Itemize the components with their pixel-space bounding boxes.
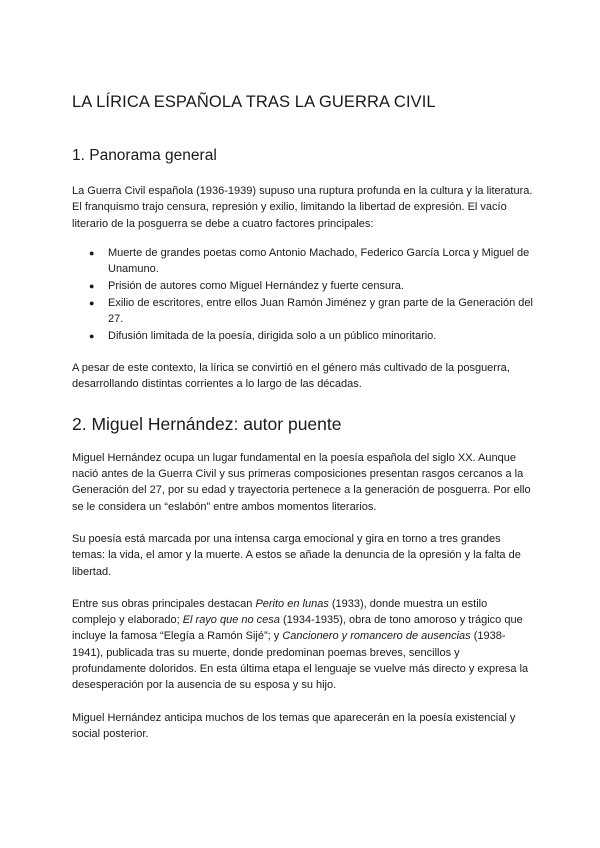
document-title: LA LÍRICA ESPAÑOLA TRAS LA GUERRA CIVIL bbox=[72, 93, 436, 111]
paragraph-legacy: Miguel Hernández anticipa muchos de los temas que aparecerán en la poesía existencial y social posterior. bbox=[72, 711, 516, 740]
list-item-text: Muerte de grandes poetas como Antonio Machado, Federico García Lorca y Miguel de Unamuno. bbox=[108, 246, 530, 276]
list-item-text: Prisión de autores como Miguel Hernández y fuerte censura. bbox=[108, 279, 404, 292]
section-heading-miguel-hernandez: 2. Miguel Hernández: autor puente bbox=[72, 413, 342, 434]
list-item bbox=[72, 278, 534, 294]
list-item-text: Difusión limitada de la poesía, dirigida solo a un público minoritario. bbox=[108, 329, 437, 342]
bullet-dot-icon: ● bbox=[89, 280, 95, 291]
list-item bbox=[72, 328, 534, 344]
list-item bbox=[72, 245, 534, 278]
list-item-text: Exilio de escritores, entre ellos Juan Ramón Jiménez y gran parte de la Generación del 27. bbox=[108, 296, 533, 326]
works-text: (1938-1941), publicada tras su muerte, donde predominan poemas breves, sencillos y profundamente doloridos. En esta última etapa el lenguaje se vuelve más directo y expresa la desesperación por la ausencia de su esposa y su hijo. bbox=[72, 630, 529, 692]
bullet-dot-icon: ● bbox=[89, 247, 95, 258]
work-title-cancionero: Cancionero y romancero de ausencias bbox=[282, 630, 471, 643]
list-item bbox=[72, 295, 534, 328]
bullet-dot-icon: ● bbox=[89, 297, 95, 308]
work-title-perito-en-lunas: Perito en lunas bbox=[255, 597, 329, 610]
works-text: (1934-1935), obra de tono amoroso y trágico que incluye la famosa “Elegía a Ramón Sijé”; y bbox=[72, 614, 523, 643]
works-text: Entre sus obras principales destacan bbox=[72, 597, 256, 610]
paragraph-works bbox=[72, 596, 534, 694]
work-title-el-rayo-que-no-cesa: El rayo que no cesa bbox=[182, 614, 280, 627]
paragraph-themes: Su poesía está marcada por una intensa carga emocional y gira en torno a tres grandes temas: la vida, el amor y la muerte. A estos se añade la denuncia de la opresión y la falta de libertad. bbox=[72, 532, 521, 578]
paragraph-closing: A pesar de este contexto, la lírica se convirtió en el género más cultivado de la posguerra, desarrollando distintas corrientes a lo largo de las décadas. bbox=[72, 362, 510, 391]
section-heading-panorama: 1. Panorama general bbox=[72, 147, 217, 164]
bullet-dot-icon: ● bbox=[89, 330, 95, 341]
document-page bbox=[72, 92, 534, 742]
bullet-list-factors bbox=[72, 245, 534, 344]
paragraph-hernandez-intro: Miguel Hernández ocupa un lugar fundamental en la poesía española del siglo XX. Aunque nació antes de la Guerra Civil y sus primeras composiciones presentan rasgos cercanos a la Generación del 27, por su edad y trayectoria pertenece a la generación de posguerra. Por ello se le considera un “eslabón” entre ambos momentos literarios. bbox=[72, 451, 531, 513]
works-text: (1933), donde muestra un estilo complejo y elaborado; bbox=[72, 597, 488, 627]
paragraph-intro: La Guerra Civil española (1936-1939) supuso una ruptura profunda en la cultura y la literatura. El franquismo trajo censura, represión y exilio, limitando la libertad de expresión. El vacío literario de la posguerra se debe a cuatro factores principales: bbox=[72, 185, 533, 230]
